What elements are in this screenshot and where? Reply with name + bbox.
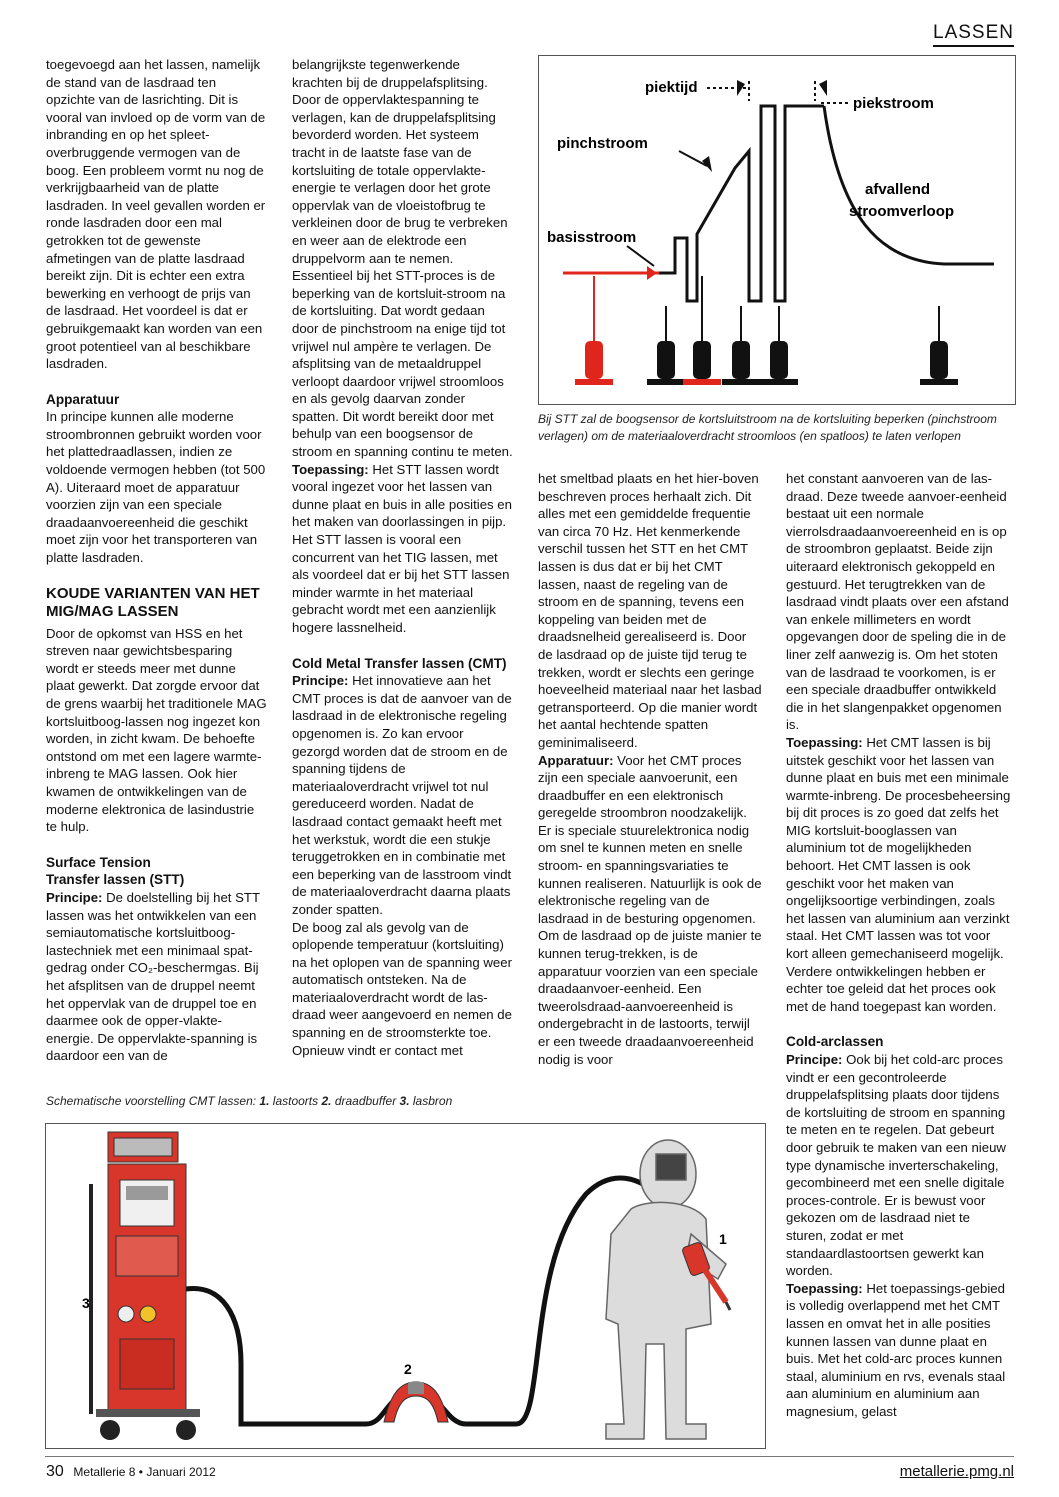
stt-waveform-figure bbox=[538, 55, 1016, 405]
column-1 bbox=[46, 56, 268, 1065]
paragraph bbox=[538, 752, 763, 1069]
footer-rule bbox=[45, 1456, 1014, 1457]
paragraph-text: Het toepassings-gebied is volledig overlappend met het CMT lassen en omvat het in alle posities kunnen lassen van dunne plaat en buis. Met het cold-arc proces kunnen staal, aluminium en rvs, evenals staal aan aluminium en aluminium aan magnesium, gelast bbox=[786, 1280, 1006, 1419]
figure2-caption bbox=[46, 1093, 566, 1110]
inline-label-apparatuur: Apparatuur: bbox=[538, 752, 614, 768]
paragraph: toegevoegd aan het lassen, namelijk de stand van de lasdraad ten opzichte van de lasrichting. Dit is vooral van invloed op de vorm van de inbranding en op het spleet-overbruggende vermogen van de boog. Een probleem vormt nu nog de verkrijgbaarheid van de platte lasdraden. In veel gevallen worden er ronde lasdraden door een mal getrokken tot de gewenste afmetingen van de platte lasdraad bereikt zijn. Dit is echter een extra bewerking en verhoogt de prijs van de lasdraad. Het voordeel is dat er gebruikgemaakt kan worden van een groot potentieel van al beschikbare lasdraden. bbox=[46, 57, 266, 372]
label-piektijd: piektijd bbox=[645, 79, 698, 96]
paragraph bbox=[786, 1051, 1013, 1280]
caption-text: lastoorts bbox=[269, 1094, 322, 1108]
subheading-cmt: Cold Metal Transfer lassen (CMT) bbox=[292, 655, 507, 671]
torch-2 bbox=[647, 341, 685, 385]
paragraph: Door de opkomst van HSS en het streven naar gewichtsbesparing wordt er steeds meer met dunne plaat gewerkt. Dat zorgde ervoor dat de grens waarbij het traditionele MAG kortsluitboog-lassen nog ingezet kon worden, in zicht kwam. De behoefte ontstond om met een lagere warmte-inbreng te MAG lassen. Ook hier kwamen de ontwikkelingen van de moderne elektronica de lasindustrie te hulp. bbox=[46, 625, 267, 835]
paragraph-text: De doelstelling bij het STT lassen was het ontwikkelen van een semiautomatische kortsluitboog-lastechniek met een minimaal spat-gedrag onder CO₂-beschermgas. Bij het afsplitsen van de druppel neemt het oppervlak van de druppel toe en daarmee ook de opper-vlakte-energie. De oppervlakte-spanning is daardoor een van de bbox=[46, 889, 260, 1064]
caption-number: 3. bbox=[399, 1094, 410, 1108]
paragraph: De boog zal als gevolg van de oplopende temperatuur (kortsluiting) na het oplopen van de spanning weer automatisch ontsteken. Na de materiaaloverdracht wordt de las-draad weer aangevoerd en nemen de spanning en de stroomsterkte toe. Opnieuw vindt er contact met bbox=[292, 919, 512, 1058]
paragraph bbox=[46, 889, 268, 1065]
welding-power-source bbox=[91, 1132, 200, 1440]
caption-lead: Schematische voorstelling CMT lassen: bbox=[46, 1094, 260, 1108]
column-4 bbox=[786, 470, 1013, 1420]
caption-number: 1. bbox=[259, 1094, 270, 1108]
inline-label-principe: Principe: bbox=[46, 889, 103, 905]
torch-4 bbox=[722, 341, 760, 385]
page-number: 30 bbox=[46, 1463, 64, 1480]
paragraph bbox=[292, 461, 514, 637]
wire-buffer bbox=[384, 1382, 448, 1422]
paragraph-text: Het innovatieve aan het CMT proces is dat de aanvoer van de lasdraad in de elektronische regeling opgenomen is. Zo kan ervoor gezorgd worden dat de stroom en de spanning tijdens de materiaaloverdracht vrijwel tot nul gereduceerd worden. Nadat de lasdraad contact gemaakt heeft met het werkstuk, wordt die een stukje teruggetrokken en in combinatie met een beperking van de lasstroom vindt de materiaaloverdracht daarna plaats zonder spatten. bbox=[292, 673, 512, 917]
label-pinchstroom: pinchstroom bbox=[557, 135, 648, 152]
callout-number-1: 1 bbox=[719, 1231, 727, 1247]
paragraph bbox=[786, 734, 1013, 1016]
cmt-setup-figure bbox=[45, 1123, 766, 1449]
basisstroom-arrow bbox=[647, 266, 657, 280]
inline-label-principe: Principe: bbox=[292, 673, 349, 689]
callout-number-2: 2 bbox=[404, 1361, 412, 1377]
footer-site[interactable]: metallerie.pmg.nl bbox=[899, 1463, 1014, 1480]
torch-red bbox=[575, 341, 613, 385]
subheading-stt-line1: Surface Tension bbox=[46, 854, 151, 870]
paragraph-text: Het CMT lassen is bij uitstek geschikt voor het lassen van dunne plaat en buis met een minimale warmte-inbreng. De procesbeheersing bij dit proces is zo goed dat zelfs het MIG kortsluit-booglassen van aluminium tot de mogelijkheden behoort. Het CMT lassen is ook geschikt voor het maken van ongelijksoortige verbindingen, zoals het lassen van aluminium aan verzinkt staal. Het CMT lassen was tot voor kort alleen gemechaniseerd mogelijk. Verdere ontwikkelingen hebben er echter toe geleid dat het proces ook met de hand toegepast kan worden. bbox=[786, 734, 1011, 1014]
paragraph-text: Voor het CMT proces zijn een speciale aanvoerunit, een draadbuffer en een elektronisch geregelde stroombron noodzakelijk. Er is speciale stuurelektronica nodig om snel te kunnen meten en snelle stroom- en spanningsvariaties te kunnen realiseren. Natuurlijk is ook de elektronische regeling van de lasdraad in de besturing opgenomen. Om de lasdraad op de juiste manier te kunnen terug-trekken, is de apparatuur voorzien van een speciale draadaanvoer-eenheid. Een tweerolsdraad-aanvoereenheid is ondergebracht in de lastoorts, terwijl er een tweede draadaanvoereenheid nodig is voor bbox=[538, 752, 762, 1067]
paragraph: het constant aanvoeren van de las-draad. Deze tweede aanvoer-eenheid bestaat uit een normale vierrolsdraadaanvoereenheid en is op de stroombron geplaatst. Beide zijn uiteraard elektronisch gekoppeld en gestuurd. Het terugtrekken van de lasdraad vindt plaats over een afstand van enkele millimeters en wordt opgevangen door de speling die in de liner zelf aanwezig is. Om het stoten van de lasdraad te voorkomen, is er een speciale draadbuffer ontwikkeld die in het slangenpakket opgenomen is. bbox=[786, 471, 1009, 733]
paragraph-text: Het STT lassen wordt vooral ingezet voor het lassen van dunne plaat en buis in alle posities en het maken van doorlassingen in pijp. Het STT lassen is vooral een concurrent van het TIG lassen, met als voordeel dat er bij het STT lassen minder warmte in het materiaal gebracht wordt met een aanzienlijk hogere lassnelheid. bbox=[292, 461, 512, 635]
piektijd-arrow-right bbox=[819, 80, 827, 96]
subheading-cold-arc: Cold-arclassen bbox=[786, 1034, 884, 1050]
section-heading-koude-varianten: KOUDE VARIANTEN VAN HET MIG/MAG LASSEN bbox=[46, 584, 260, 620]
torch-5 bbox=[760, 341, 798, 385]
paragraph bbox=[786, 1280, 1013, 1421]
issue-info: Metallerie 8 • Januari 2012 bbox=[73, 1465, 216, 1479]
paragraph: het smeltbad plaats en het hier-boven beschreven proces herhaalt zich. Dit alles met een gemiddelde frequentie van circa 70 Hz. Het kenmerkende verschil tussen het STT en het CMT lassen is dus dat er bij het CMT lassen, naast de regeling van de stroom en de spanning, tevens een koppeling van beiden met de draadsnelheid gerealiseerd is. Door de lasdraad op de juiste tijd terug te trekken, wordt er slechts een geringe hoeveelheid materiaal naar het lasbad getransporteerd. Op die manier wordt het aantal hechtende spatten geminimaliseerd. bbox=[538, 471, 762, 750]
inline-label-principe: Principe: bbox=[786, 1052, 843, 1067]
paragraph bbox=[292, 672, 514, 918]
caption-number: 2. bbox=[321, 1094, 332, 1108]
section-header: LASSEN bbox=[933, 22, 1014, 47]
paragraph: In principe kunnen alle moderne stroombronnen gebruikt worden voor het plattedraadlassen, indien ze voldoende vermogen hebben (tot 500 A). Uiteraard moet de apparatuur voorzien zijn van een speciale draadaanvoereenheid die geschikt moet zijn voor het transporteren van platte lasdraden. bbox=[46, 409, 266, 566]
inline-label-toepassing: Toepassing: bbox=[786, 734, 863, 750]
cmt-setup-illustration bbox=[46, 1124, 765, 1448]
inline-label-toepassing: Toepassing: bbox=[292, 461, 369, 477]
label-piekstroom: piekstroom bbox=[853, 95, 934, 112]
paragraph-text: Ook bij het cold-arc proces vindt er een gecontroleerde druppelafsplitsing plaats door tijdens de kortsluiting de stroom en spanning te meten en te regelen. Dat gebeurt door gebruik te maken van een nieuw type dynamische inverterschakeling, gecombineerd met een snelle digitale proces-controle. Er is bewust voor gekozen om de lasdraad niet te sturen, zodat er met standaardlastoortsen gewerkt kan worden. bbox=[786, 1052, 1006, 1279]
waveform-line bbox=[659, 106, 824, 301]
column-2 bbox=[292, 56, 514, 1059]
paragraph: belangrijkste tegenwerkende krachten bij de druppelafsplitsing. Door de oppervlaktespanning te verlagen, kan de druppelafsplitsing bevorderd worden. Het systeem tracht in de laatste fase van de kortsluiting de totale oppervlakte-energie te verlagen door het grote oppervlak van de vloeistofbrug te verkleinen door de brug te verbreken en weer aan de elektrode een druppelvorm aan te nemen. Essentieel bij het STT-proces is de beperking van de kortsluit-stroom na de kortsluiting. Dat wordt gedaan door de pinchstroom na enige tijd tot vrijwel nul ampère te verlagen. De afsplitsing van de metaaldruppel verloopt daardoor vrijwel stroomloos en als gevolg daarvan zonder spatten. Dit wordt bereikt door met behulp van een boogsensor de stroom en spanning continu te meten. bbox=[292, 57, 513, 460]
subheading-apparatuur: Apparatuur bbox=[46, 391, 120, 407]
label-afvallend: afvallend bbox=[865, 181, 931, 198]
column-3 bbox=[538, 470, 763, 1068]
torch-6 bbox=[920, 341, 958, 385]
label-basisstroom: basisstroom bbox=[547, 229, 637, 246]
caption-text: lasbron bbox=[409, 1094, 453, 1108]
caption-text: draadbuffer bbox=[331, 1094, 400, 1108]
inline-label-toepassing: Toepassing: bbox=[786, 1280, 863, 1296]
welder-figure bbox=[606, 1140, 726, 1439]
footer-left bbox=[46, 1463, 216, 1481]
figure1-caption: Bij STT zal de boogsensor de kortsluitstroom na de kortsluiting beperken (pinchstroom verlagen) om de materiaaloverdracht stroomloos (en spatloos) te laten verlopen bbox=[538, 412, 997, 443]
label-stroomverloop: stroomverloop bbox=[849, 203, 955, 220]
stt-waveform-diagram bbox=[539, 56, 1015, 404]
callout-number-3: 3 bbox=[82, 1295, 90, 1311]
torch-3 bbox=[683, 341, 721, 385]
subheading-stt-line2: Transfer lassen (STT) bbox=[46, 872, 185, 888]
